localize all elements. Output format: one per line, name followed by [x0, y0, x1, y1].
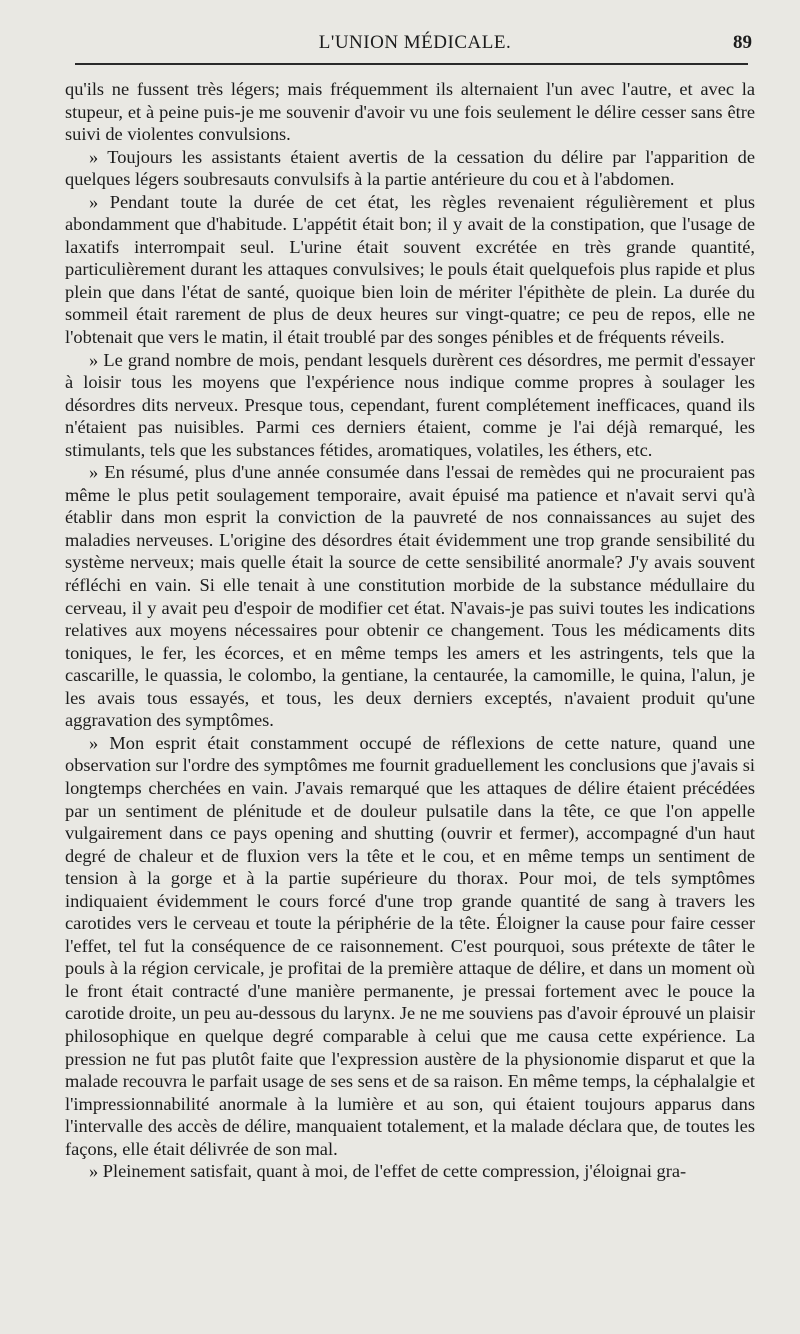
paragraph: » Pendant toute la durée de cet état, les règles revenaient régulièrement et plus abondamment que d'habitude. L'appétit était bon; il y avait de la constipation, que l'usage de laxatifs interrompait seul. L'urine était souvent excrétée en très grande quantité, particulièrement durant les attaques convulsives; le pouls était quelquefois plus rapide et plus plein que dans l'état de santé, quoique bien loin de mériter l'épithète de plein. La durée du sommeil était rarement de plus de deux heures sur vingt-quatre; ce peu de repos, elle ne l'obtenait que vers le matin, il était troublé par des songes pénibles et de fréquents réveils. — [65, 191, 755, 348]
header-rule — [75, 63, 748, 65]
running-header — [70, 30, 760, 60]
paragraph: » Pleinement satisfait, quant à moi, de l'effet de cette compression, j'éloignai gra- — [89, 1161, 687, 1182]
paragraph: » En résumé, plus d'une année consumée dans l'essai de remèdes qui ne procuraient pas même le plus petit soulagement temporaire, avait épuisé ma patience et n'avait servi qu'à établir dans mon esprit la conviction de la pauvreté de nos connaissances au sujet des maladies nerveuses. L'origine des désordres était évidemment une trop grande sensibilité du système nerveux; mais quelle était la source de cette sensibilité anormale? J'y avais souvent réfléchi en vain. Si elle tenait à une constitution morbide de la substance médullaire du cerveau, il y avait peu d'espoir de modifier cet état. N'avais-je pas suivi toutes les indications relatives aux moyens nécessaires pour obtenir ce changement. Tous les médicaments dits toniques, le fer, les écorces, et en même temps les amers et les astringents, tels que la cascarille, le quassia, le colombo, la gentiane, la centaurée, la camomille, le quina, l'alun, je les avais tous essayés, et tous, les deux derniers exceptés, n'avaient produit qu'une aggravation des symptômes. — [65, 462, 755, 731]
article-body — [65, 78, 755, 1183]
paragraph: » Toujours les assistants étaient avertis de la cessation du délire par l'apparition de quelques légers soubresauts convulsifs à la partie antérieure du cou et à l'abdomen. — [65, 146, 755, 190]
paragraph: » Le grand nombre de mois, pendant lesquels durèrent ces désordres, me permit d'essayer à loisir tous les moyens que l'expérience nous indique comme propres à soulager les désordres dits nerveux. Presque tous, cependant, furent complétement inefficaces, quand ils n'étaient pas nuisibles. Parmi ces derniers étaient, comme je l'ai déjà remarqué, les stimulants, tels que les substances fétides, aromatiques, volatiles, les éthers, etc. — [65, 349, 755, 460]
paragraph: qu'ils ne fussent très légers; mais fréquemment ils alternaient l'un avec l'autre, et avec la stupeur, et à peine puis-je me souvenir d'avoir vu une fois seulement le délire cesser sans être suivi de violentes convulsions. — [65, 79, 755, 145]
journal-title: L'UNION MÉDICALE. — [318, 32, 512, 53]
page-number: 89 — [733, 32, 752, 53]
paragraph: » Mon esprit était constamment occupé de réflexions de cette nature, quand une observation sur l'ordre des symptômes me fournit graduellement les conclusions que j'avais si longtemps cherchées en vain. J'avais remarqué que les attaques de délire étaient précédées par un sentiment de plénitude et de douleur pulsatile dans la tête, ce que l'on appelle vulgairement dans ce pays opening and shutting (ouvrir et fermer), accompagné d'un haut degré de chaleur et de fluxion vers la tête et le cou, et en même temps un sentiment de tension à la gorge et à la partie supérieure du thorax. Pour moi, de tels symptômes indiquaient évidemment le cours forcé d'une trop grande quantité de sang à travers les carotides vers le cerveau et toute la périphérie de la tête. Éloigner la cause pour faire cesser l'effet, tel fut la conséquence de ce raisonnement. C'est pourquoi, sous prétexte de tâter le pouls à la région cervicale, je profitai de la première attaque de délire, et dans un moment où le front était contracté d'une manière permanente, je pressai fortement avec le pouce la carotide droite, un peu au-dessous du larynx. Je ne me souviens pas d'avoir éprouvé un plaisir philosophique en quelque degré comparable à celui que me causa cette expérience. La pression ne fut pas plutôt faite que l'expression austère de la physionomie disparut et que la malade recouvra le parfait usage de ses sens et de sa raison. En même temps, la céphalalgie et l'impressionnabilité anormale à la lumière et au son, qui étaient toujours apparus dans l'intervalle des accès de délire, manquaient totalement, et la malade déclara que, de toutes les façons, elle était délivrée de son mal. — [65, 732, 755, 1159]
